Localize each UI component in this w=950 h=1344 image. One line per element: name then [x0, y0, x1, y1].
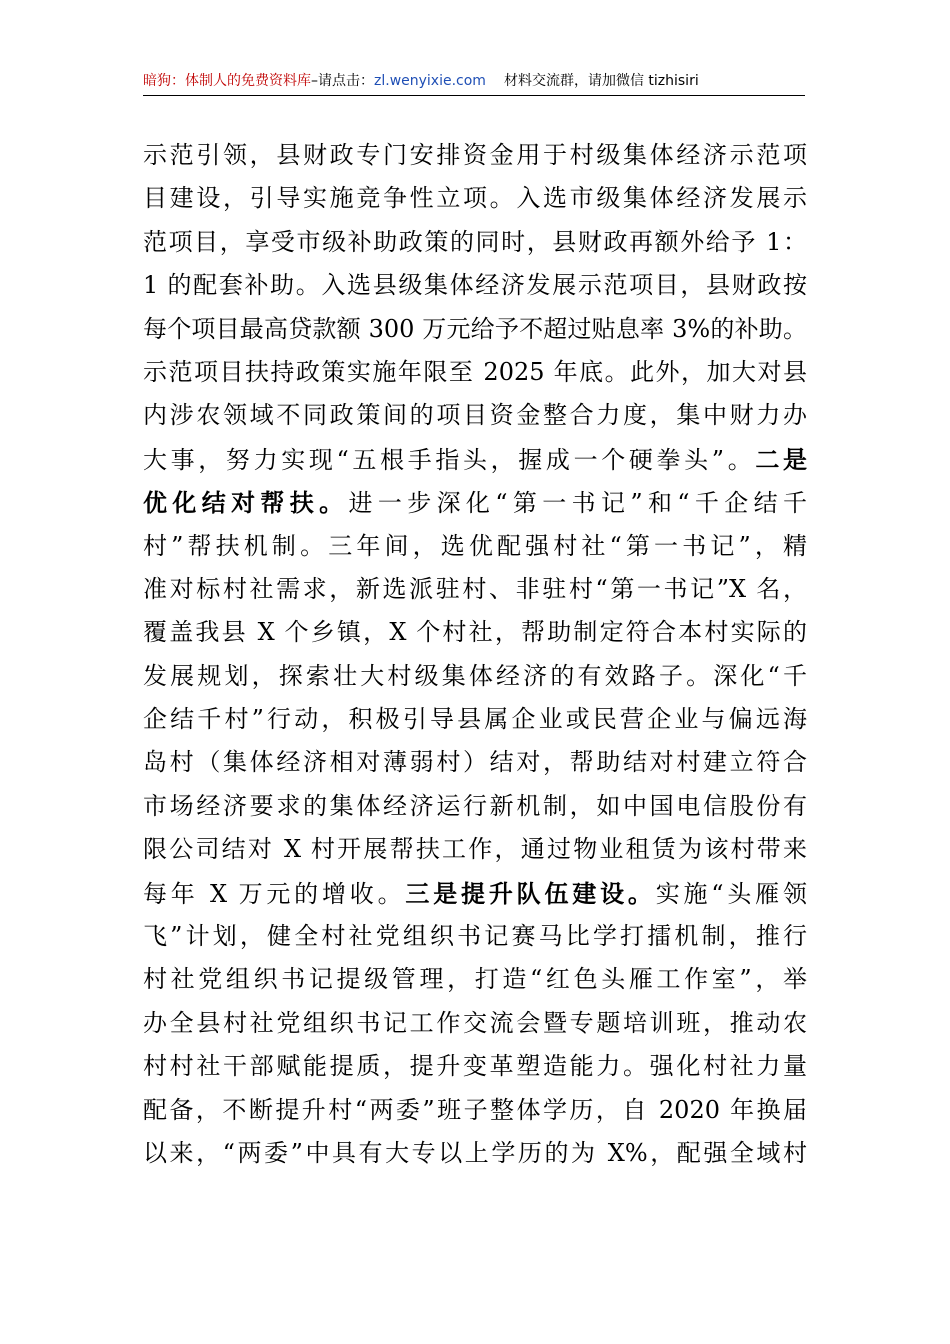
body-line: 范项目，享受市级补助政策的同时，县财政再额外给予 1：: [143, 227, 807, 256]
body-line: 每年 X 万元的增收。三是提升队伍建设。实施“头雁领: [143, 878, 807, 908]
body-line: 1 的配套补助。入选县级集体经济发展示范项目，县财政按: [143, 271, 807, 300]
document-body: [143, 134, 807, 1175]
body-line: 村”帮扶机制。三年间，选优配强村社“第一书记”，精: [143, 531, 807, 560]
body-line: 示范项目扶持政策实施年限至 2025 年底。此外，加大对县: [143, 357, 807, 386]
header-group-text: 材料交流群，请加微信 tizhisiri: [503, 73, 699, 89]
body-line: 市场经济要求的集体经济运行新机制，如中国电信股份有: [143, 791, 807, 820]
body-line: 准对标村社需求，新选派驻村、非驻村“第一书记”X 名，: [143, 574, 807, 603]
header-url-link[interactable]: zl.wenyixie.com: [374, 73, 486, 89]
body-line: 每个项目最高贷款额 300 万元给予不超过贴息率 3%的补助。: [143, 314, 807, 343]
body-line: 村社党组织书记提级管理，打造“红色头雁工作室”，举: [143, 965, 807, 994]
body-line: 以来，“两委”中具有大专以上学历的为 X%，配强全域村: [143, 1138, 807, 1167]
body-line: 优化结对帮扶。进一步深化“第一书记”和“千企结千: [143, 488, 808, 518]
body-line: 村村社干部赋能提质，提升变革塑造能力。强化村社力量: [143, 1052, 807, 1081]
heading-phrase-three: 三是提升队伍建设。: [405, 878, 656, 908]
header-divider: [143, 95, 805, 96]
body-line: 办全县村社党组织书记工作交流会暨专题培训班，推动农: [143, 1008, 807, 1037]
body-line: 岛村（集体经济相对薄弱村）结对，帮助结对村建立符合: [143, 748, 807, 777]
body-line: 示范引领，县财政专门安排资金用于村级集体经济示范项: [143, 141, 807, 169]
body-line: 限公司结对 X 村开展帮扶工作，通过物业租赁为该村带来: [143, 835, 807, 864]
body-line: 配备，不断提升村“两委”班子整体学历，自 2020 年换届: [143, 1095, 807, 1124]
heading-phrase-two-cont: 优化结对帮扶。: [143, 488, 349, 518]
body-line: 目建设，引导实施竞争性立项。入选市级集体经济发展示: [143, 184, 807, 213]
body-line: 覆盖我县 X 个乡镇，X 个村社，帮助制定符合本村实际的: [143, 618, 807, 647]
header-click-prefix: –请点击：: [311, 73, 374, 89]
body-line: 企结千村”行动，积极引导县属企业或民营企业与偏远海: [143, 705, 807, 734]
body-line: 内涉农领域不同政策间的项目资金整合力度，集中财力办: [143, 401, 807, 430]
body-line: 大事，努力实现“五根手指头，握成一个硬拳头”。二是: [143, 444, 808, 474]
heading-phrase-two: 二是: [755, 444, 808, 474]
body-line: 飞”计划，健全村社党组织书记赛马比学打擂机制，推行: [143, 922, 807, 951]
body-line: 发展规划，探索壮大村级集体经济的有效路子。深化“千: [143, 661, 807, 690]
page-header: [143, 70, 803, 92]
header-brand: 暗狗：体制人的免费资料库: [143, 73, 311, 89]
